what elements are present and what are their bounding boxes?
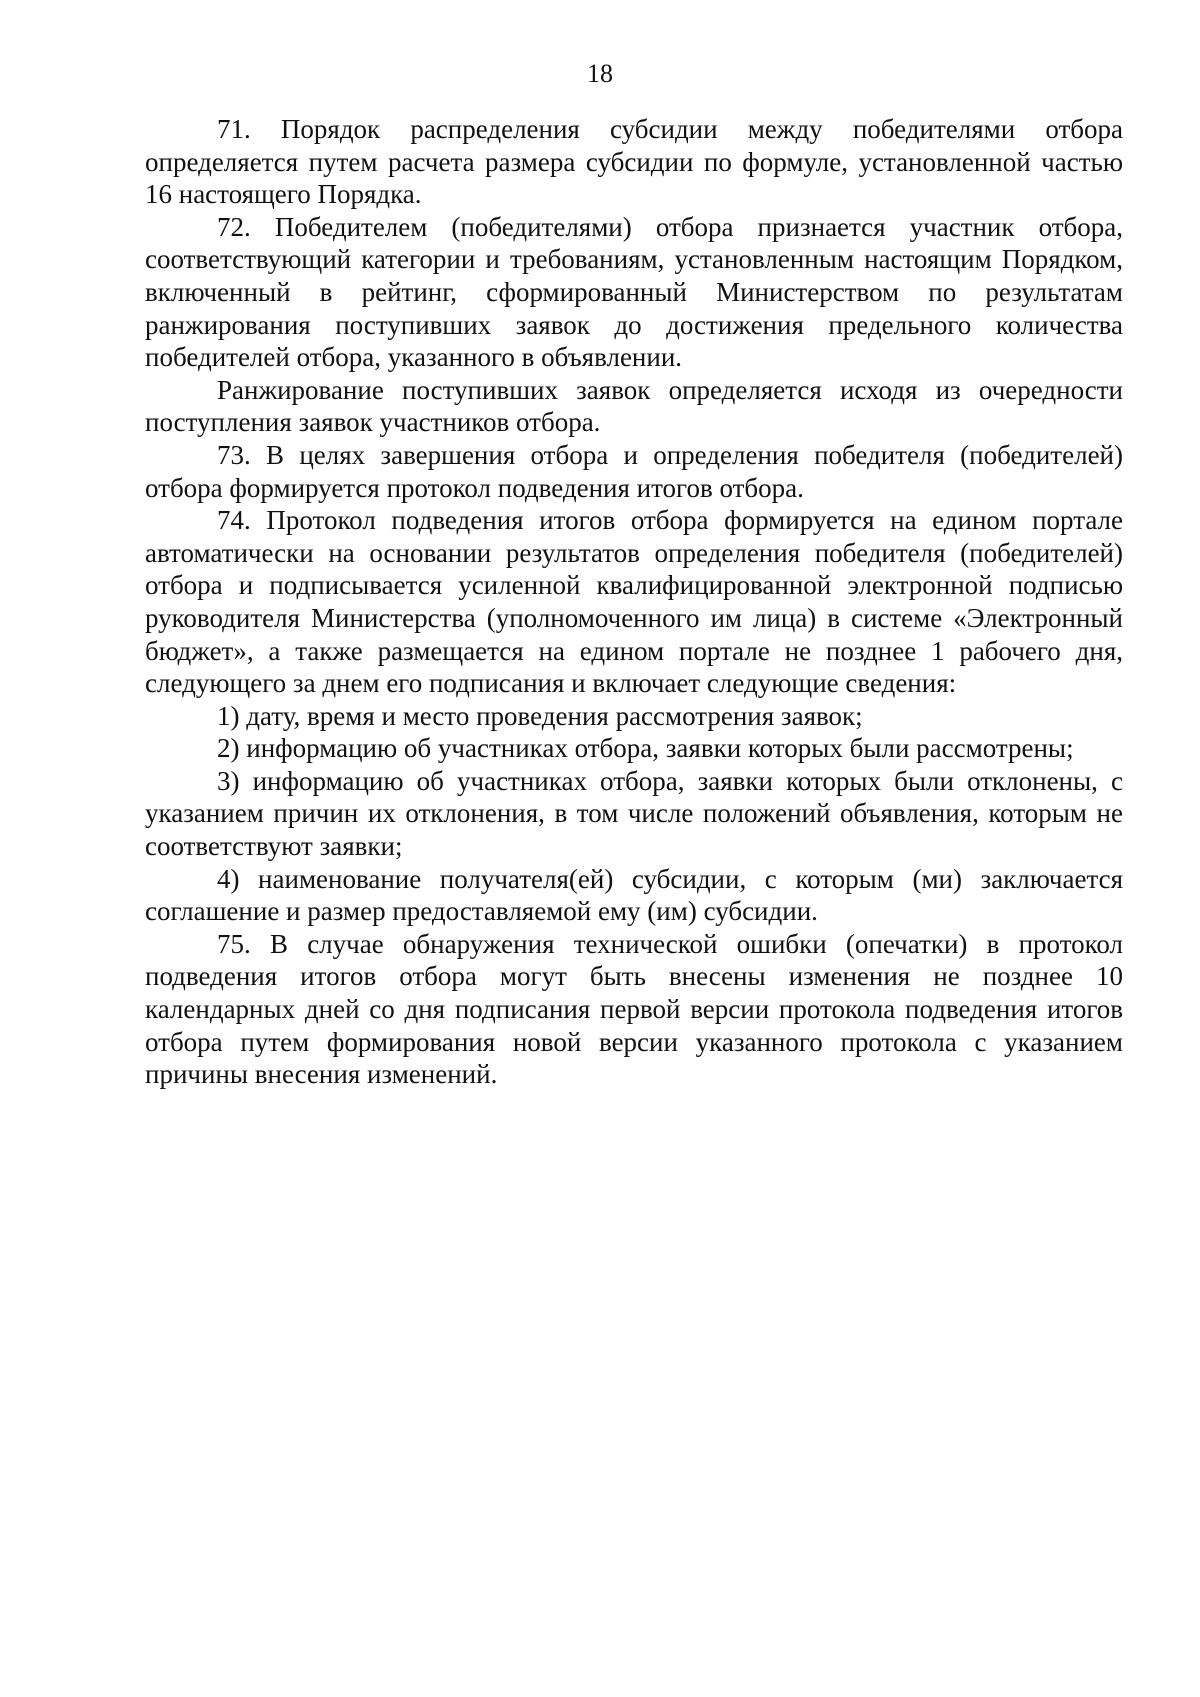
list-item-2: 2) информацию об участниках отбора, заявки которых были рассмотрены; [217, 733, 1074, 764]
document-body [145, 113, 1123, 1091]
page-number: 18 [587, 59, 613, 88]
list-item-3: 3) информацию об участниках отбора, заявки которых были отклонены, с указанием причин их отклонения, в том числе положений объявления, которым не соответствуют заявки; [145, 765, 1123, 862]
paragraph-72-ranking: Ранжирование поступивших заявок определяется исходя из очередности поступления заявок участников отбора. [145, 374, 1123, 438]
list-item-4: 4) наименование получателя(ей) субсидии, с которым (ми) заключается соглашение и размер предоставляемой ему (им) субсидии. [145, 863, 1123, 927]
list-item-1: 1) дату, время и место проведения рассмотрения заявок; [217, 700, 863, 731]
paragraph-72: 72. Победителем (победителями) отбора признается участник отбора, соответствующий категории и требованиям, установленным настоящим Порядком, включенный в рейтинг, сформированный Министерством по результатам ранжирования поступивших заявок до достижения предельного количества победителей отбора, указанного в объявлении. [145, 211, 1123, 373]
paragraph-75: 75. В случае обнаружения технической ошибки (опечатки) в протокол подведения итогов отбора могут быть внесены изменения не позднее 10 календарных дней со дня подписания первой версии протокола подведения итогов отбора путем формирования новой версии указанного протокола с указанием причины внесения изменений. [145, 928, 1123, 1090]
paragraph-74: 74. Протокол подведения итогов отбора формируется на едином портале автоматически на основании результатов определения победителя (победителей) отбора и подписывается усиленной квалифицированной электронной подписью руководителя Министерства (уполномоченного им лица) в системе «Электронный бюджет», а также размещается на едином портале не позднее 1 рабочего дня, следующего за днем его подписания и включает следующие сведения: [145, 505, 1123, 699]
paragraph-71: 71. Порядок распределения субсидии между победителями отбора определяется путем расчета размера субсидии по формуле, установленной частью 16 настоящего Порядка. [145, 114, 1123, 210]
paragraph-73: 73. В целях завершения отбора и определения победителя (победителей) отбора формируется протокол подведения итогов отбора. [145, 439, 1123, 503]
